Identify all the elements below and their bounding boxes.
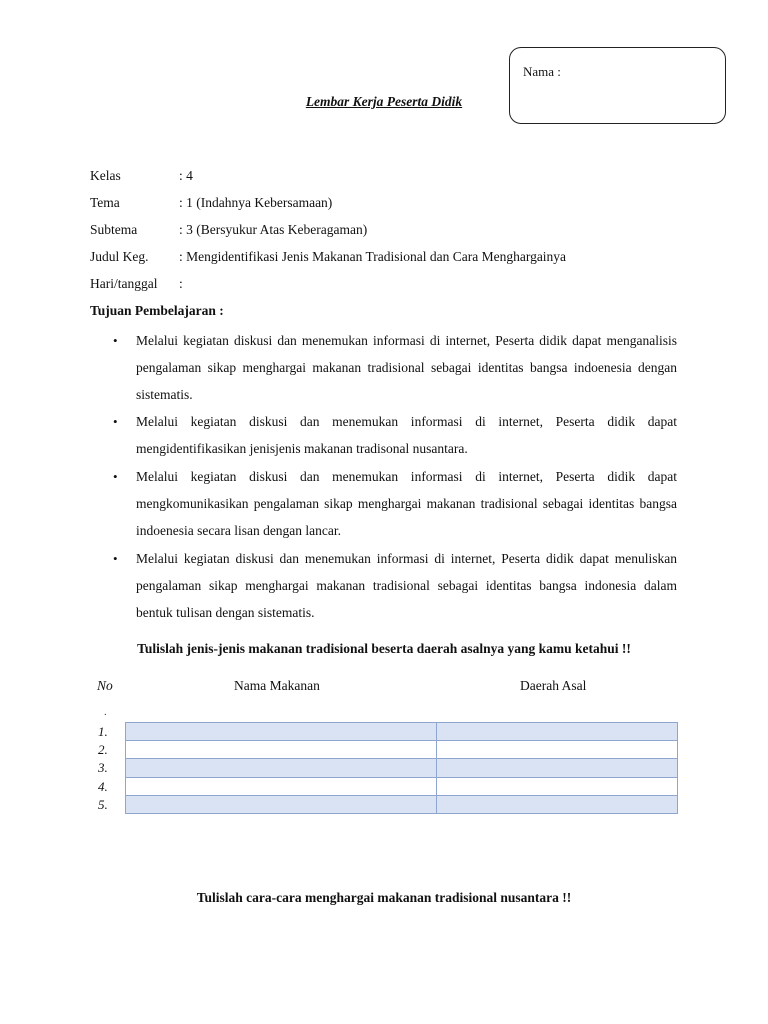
- objective-item: [113, 463, 677, 544]
- food-table: [90, 722, 678, 814]
- info-label: Hari/tanggal: [90, 276, 158, 291]
- row-number: 2.: [98, 742, 108, 758]
- info-label: Tema: [90, 195, 120, 210]
- bullet-icon: •: [113, 469, 118, 484]
- student-name-label: Nama :: [523, 64, 561, 79]
- objective-item: [113, 545, 677, 626]
- objective-text: Melalui kegiatan diskusi dan menemukan informasi di internet, Peserta didik dapat menganalisis pengalaman sikap menghargai makanan tradisional sebagai identitas bangsa indoenesia dengan sistematis.: [136, 333, 677, 402]
- document-title: Lembar Kerja Peserta Didik: [305, 94, 463, 109]
- region-cell[interactable]: [437, 777, 678, 795]
- table-row: [90, 795, 678, 813]
- food-name-cell[interactable]: [126, 723, 437, 741]
- info-label: Judul Keg.: [90, 249, 149, 264]
- region-cell[interactable]: [437, 723, 678, 741]
- bullet-icon: •: [113, 414, 118, 429]
- info-value: :: [179, 276, 183, 291]
- instruction-appreciation: Tulislah cara-cara menghargai makanan tradisional nusantara !!: [196, 890, 572, 905]
- info-value: : 4: [179, 168, 193, 183]
- table-row: [90, 723, 678, 741]
- header-dot: .: [104, 706, 107, 718]
- column-header-no: No: [97, 678, 113, 693]
- objective-text: Melalui kegiatan diskusi dan menemukan informasi di internet, Peserta didik dapat mengkomunikasikan pengalaman sikap menghargai makanan tradisional sebagai identitas bangsa indoenesia secara lisan dengan lancar.: [136, 469, 677, 538]
- objective-text: Melalui kegiatan diskusi dan menemukan informasi di internet, Peserta didik dapat mengidentifikasikan jenisjenis makanan tradisonal nusantara.: [136, 414, 677, 456]
- objective-item: [113, 327, 677, 408]
- info-value: : Mengidentifikasi Jenis Makanan Tradisional dan Cara Menghargainya: [179, 249, 567, 264]
- bullet-icon: •: [113, 551, 118, 566]
- region-cell[interactable]: [437, 759, 678, 777]
- row-number: 5.: [98, 796, 108, 812]
- food-name-cell[interactable]: [126, 795, 437, 813]
- bullet-icon: •: [113, 333, 118, 348]
- food-name-cell[interactable]: [126, 741, 437, 759]
- food-name-cell[interactable]: [126, 759, 437, 777]
- instruction-food-list: Tulislah jenis-jenis makanan tradisional beserta daerah asalnya yang kamu ketahui !!: [137, 641, 631, 656]
- row-number: 1.: [98, 724, 108, 740]
- info-value: : 1 (Indahnya Kebersamaan): [179, 195, 333, 210]
- objective-text: Melalui kegiatan diskusi dan menemukan informasi di internet, Peserta didik dapat menuliskan pengalaman sikap menghargai makanan tradisional sebagai identitas bangsa indonesia dalam bentuk tulisan dengan sistematis.: [136, 551, 677, 620]
- row-number: 4.: [98, 778, 108, 794]
- row-number: 3.: [98, 760, 108, 776]
- table-row: [90, 759, 678, 777]
- info-value: : 3 (Bersyukur Atas Keberagaman): [179, 222, 368, 237]
- column-header-region: Daerah Asal: [520, 678, 587, 693]
- column-header-food-name: Nama Makanan: [234, 678, 320, 693]
- region-cell[interactable]: [437, 741, 678, 759]
- objective-item: [113, 408, 677, 462]
- food-name-cell[interactable]: [126, 777, 437, 795]
- student-name-box[interactable]: [509, 47, 726, 124]
- objectives-heading: Tujuan Pembelajaran :: [90, 303, 224, 318]
- info-label: Subtema: [90, 222, 138, 237]
- info-label: Kelas: [90, 168, 121, 183]
- table-row: [90, 741, 678, 759]
- region-cell[interactable]: [437, 795, 678, 813]
- table-row: [90, 777, 678, 795]
